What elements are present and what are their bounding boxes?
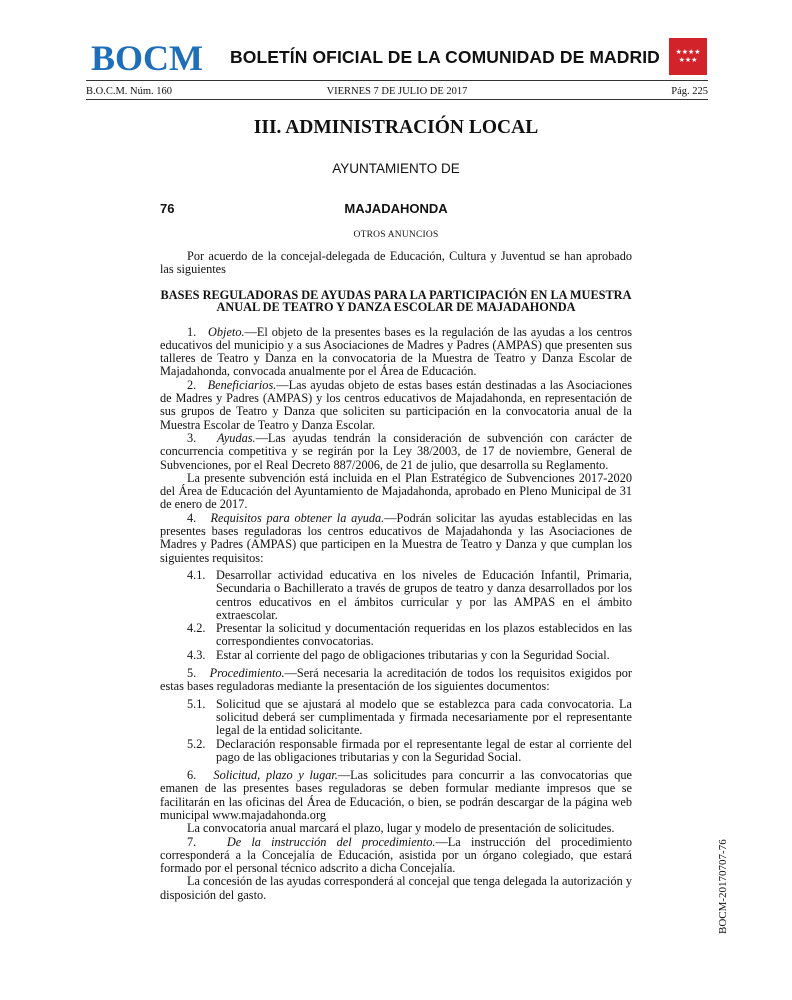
side-code-text: BOCM-20170707-76 xyxy=(717,839,729,934)
article-text: —La instrucción del procedimiento corresponderá a la Concejalía de Educación, asistida por un órgano colegiado, que estará formado por el personal técnico adscrito a dicha Concejalía. xyxy=(160,834,633,876)
article-number: 4. xyxy=(187,510,197,525)
municipality-name: MAJADAHONDA xyxy=(344,201,448,216)
section-title: III. ADMINISTRACIÓN LOCAL xyxy=(253,117,539,138)
header-divider xyxy=(86,80,708,81)
list-item-text: Estar al corriente del pago de obligaciones tributarias y con la Seguridad Social. xyxy=(216,647,610,662)
madrid-flag-icon xyxy=(669,38,707,75)
subsection-label: OTROS ANUNCIOS xyxy=(353,230,439,240)
article-4 xyxy=(160,512,632,565)
article-text: —El objeto de la presentes bases es la regulación de las ayudas a los centros educativos del municipio y a sus Asociaciones de Madres y Padres (AMPAS) que presenten sus talleres de Teatro y Danza en la convocatoria de la Muestra de Teatro y Danza Escolar de Majadahonda, convocada anualmente por el Área de Educación. xyxy=(160,324,632,379)
list-item xyxy=(160,649,632,662)
article-number: 2. xyxy=(187,377,197,392)
article-heading: De la instrucción del procedimiento. xyxy=(226,834,436,849)
list-item-number: 4.2. xyxy=(187,621,206,636)
article-heading: Requisitos para obtener la ayuda. xyxy=(210,510,385,525)
page-number: Pág. 225 xyxy=(671,86,708,97)
announcement-number: 76 xyxy=(160,201,175,216)
article-heading: Ayudas. xyxy=(217,430,256,445)
bulletin-date: VIERNES 7 DE JULIO DE 2017 xyxy=(326,86,468,97)
list-item-text: Solicitud que se ajustará al modelo que se establezca para cada convocatoria. La solicitud deberá ser cumplimentada y firmada necesariamente por el representante legal de la entidad solicitante. xyxy=(216,696,632,738)
list-item xyxy=(160,569,632,622)
article-heading: Objeto. xyxy=(208,324,245,339)
article-6 xyxy=(160,769,632,822)
list-item-text: Declaración responsable firmada por el representante legal de estar al corriente del pago de las obligaciones tributarias y con la Seguridad Social. xyxy=(216,736,632,764)
article-heading: Beneficiarios. xyxy=(207,377,277,392)
article-number: 1. xyxy=(187,324,197,339)
article-5-list xyxy=(160,698,632,764)
article-text: —Será necesaria la acreditación de todos los requisitos exigidos por estas bases reguladoras mediante la presentación de los siguientes documentos: xyxy=(160,666,632,694)
intro-paragraph: Por acuerdo de la concejal-delegada de Educación, Cultura y Juventud se han aprobado las siguientes xyxy=(160,249,632,277)
article-number: 6. xyxy=(187,768,197,783)
document-body xyxy=(160,250,632,902)
article-7 xyxy=(160,836,632,876)
meta-divider xyxy=(86,99,708,100)
article-1 xyxy=(160,326,632,379)
list-item-text: Presentar la solicitud y documentación requeridas en los plazos establecidos en las correspondientes convocatorias. xyxy=(216,621,632,649)
list-item-text: Desarrollar actividad educativa en los niveles de Educación Infantil, Primaria, Secundaria o Bachillerato a través de grupos de teatro y danza desarrollados por los centros educativos en el ámbitos curricular y por las AMPAS en el ámbito extraescolar. xyxy=(216,567,632,622)
article-7-paragraph: La concesión de las ayudas corresponderá al concejal que tenga delegada la autorización y disposición del gasto. xyxy=(160,874,632,902)
list-item-number: 5.1. xyxy=(187,696,206,711)
article-number: 7. xyxy=(187,834,197,849)
article-4-list xyxy=(160,569,632,662)
article-2 xyxy=(160,379,632,432)
list-item xyxy=(160,698,632,738)
list-item-number: 5.2. xyxy=(187,736,206,751)
article-heading: Solicitud, plazo y lugar. xyxy=(213,768,338,783)
list-item-number: 4.3. xyxy=(187,647,206,662)
bases-title: BASES REGULADORAS DE AYUDAS PARA LA PARTICIPACIÓN EN LA MUESTRA ANUAL DE TEATRO Y DANZA ESCOLAR DE MAJADAHONDA xyxy=(160,287,632,315)
article-3 xyxy=(160,432,632,472)
list-item-number: 4.1. xyxy=(187,567,206,582)
article-text: —Podrán solicitar las ayudas establecidas en las presentes bases reguladoras los centros educativos de Majadahonda y las Asociaciones de Madres y Padres (AMPAS) que participen en la Muestra de Teatro y Danza y que cumplan los siguientes requisitos: xyxy=(160,510,632,565)
article-number: 5. xyxy=(187,666,197,681)
article-number: 3. xyxy=(187,430,197,445)
article-6-paragraph: La convocatoria anual marcará el plazo, lugar y modelo de presentación de solicitudes. xyxy=(187,821,615,836)
article-text: —Las solicitudes para concurrir a las convocatorias que emanen de las presentes bases reguladoras se deben formular mediante impresos que se facilitarán en las oficinas del Área de Educación, o bien, se podrán descargar de la página web municipal www.majadahonda.org xyxy=(160,768,632,822)
side-code xyxy=(716,828,730,938)
ayuntamiento-label: AYUNTAMIENTO DE xyxy=(332,161,460,176)
flag-stars-icon: ★★★★ ★★★ xyxy=(675,48,701,64)
bulletin-number: B.O.C.M. Núm. 160 xyxy=(86,86,173,97)
list-item xyxy=(160,738,632,765)
article-text: —Las ayudas objeto de estas bases están destinadas a las Asociaciones de Madres y Padres (AMPAS) y los centros educativos de Majadahonda, en representación de sus grupos de Teatro y Danza que soliciten su participación en la convocatoria anual de la Muestra Escolar de Teatro y Danza Escolar. xyxy=(160,377,632,432)
list-item xyxy=(160,622,632,649)
article-3-paragraph: La presente subvención está incluida en el Plan Estratégico de Subvenciones 2017-2020 del Área de Educación del Ayuntamiento de Majadahonda, aprobado en Pleno Municipal de 31 de enero de 2017. xyxy=(160,470,632,512)
article-text: —Las ayudas tendrán la consideración de subvención con carácter de concurrencia competitiva y se regirán por la Ley 38/2003, de 17 de noviembre, General de Subvenciones, por el Real Decreto 887/2006, de 21 de julio, que desarrolla su Reglamento. xyxy=(160,430,632,472)
article-5 xyxy=(160,667,632,694)
article-heading: Procedimiento. xyxy=(209,666,285,681)
bulletin-title: BOLETÍN OFICIAL DE LA COMUNIDAD DE MADRID xyxy=(230,47,660,67)
bocm-logo: BOCM xyxy=(91,38,203,78)
